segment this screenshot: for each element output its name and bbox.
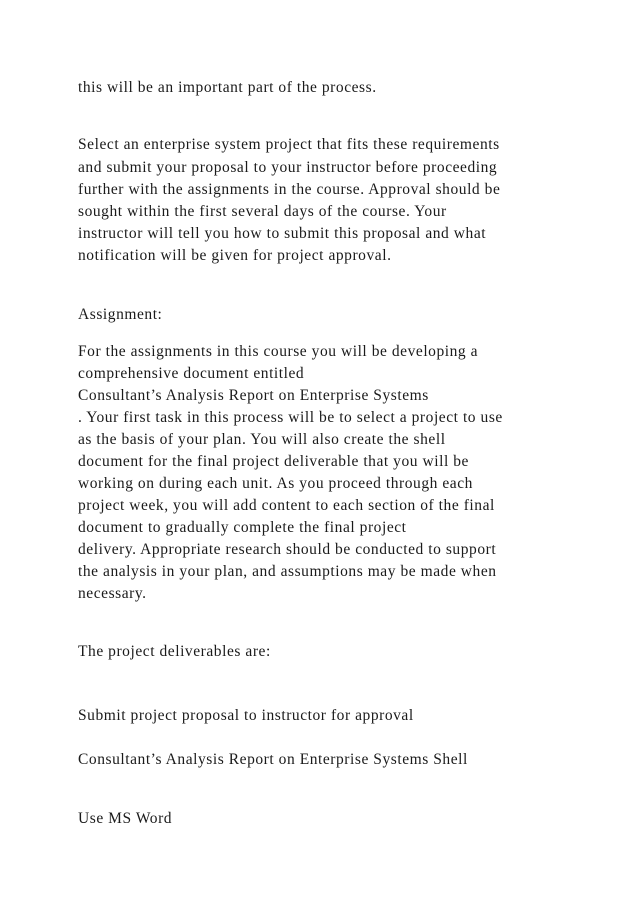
select-paragraph-line-4: sought within the first several days of the course. Your	[78, 203, 447, 220]
assignment-paragraph-line-4: . Your first task in this process will be to select a project to use	[78, 409, 503, 426]
deliverable-item-2: Consultant’s Analysis Report on Enterprise Systems Shell	[78, 751, 468, 768]
select-paragraph-line-5: instructor will tell you how to submit this proposal and what	[78, 225, 487, 242]
assignment-paragraph-line-2: comprehensive document entitled	[78, 365, 305, 382]
select-paragraph-line-2: and submit your proposal to your instructor before proceeding	[78, 159, 498, 176]
assignment-paragraph-line-6: document for the final project deliverable that you will be	[78, 453, 469, 470]
assignment-heading: Assignment:	[78, 306, 163, 323]
closing-line: Use MS Word	[78, 810, 173, 827]
intro-line: this will be an important part of the process.	[78, 79, 377, 96]
select-paragraph-line-1: Select an enterprise system project that fits these requirements	[78, 136, 500, 153]
assignment-paragraph-line-7: working on during each unit. As you proceed through each	[78, 475, 473, 492]
assignment-paragraph-line-12: necessary.	[78, 585, 147, 602]
assignment-paragraph-line-3: Consultant’s Analysis Report on Enterprise Systems	[78, 387, 429, 404]
assignment-paragraph-line-10: delivery. Appropriate research should be conducted to support	[78, 541, 497, 558]
assignment-paragraph-line-5: as the basis of your plan. You will also create the shell	[78, 431, 446, 448]
assignment-paragraph-line-9: document to gradually complete the final project	[78, 519, 407, 536]
assignment-paragraph-line-1: For the assignments in this course you will be developing a	[78, 343, 479, 360]
deliverables-heading: The project deliverables are:	[78, 643, 271, 660]
deliverable-item-1: Submit project proposal to instructor for approval	[78, 707, 414, 724]
assignment-paragraph-line-8: project week, you will add content to each section of the final	[78, 497, 495, 514]
select-paragraph-line-3: further with the assignments in the course. Approval should be	[78, 181, 501, 198]
assignment-paragraph-line-11: the analysis in your plan, and assumptions may be made when	[78, 563, 497, 580]
select-paragraph-line-6: notification will be given for project approval.	[78, 247, 392, 264]
